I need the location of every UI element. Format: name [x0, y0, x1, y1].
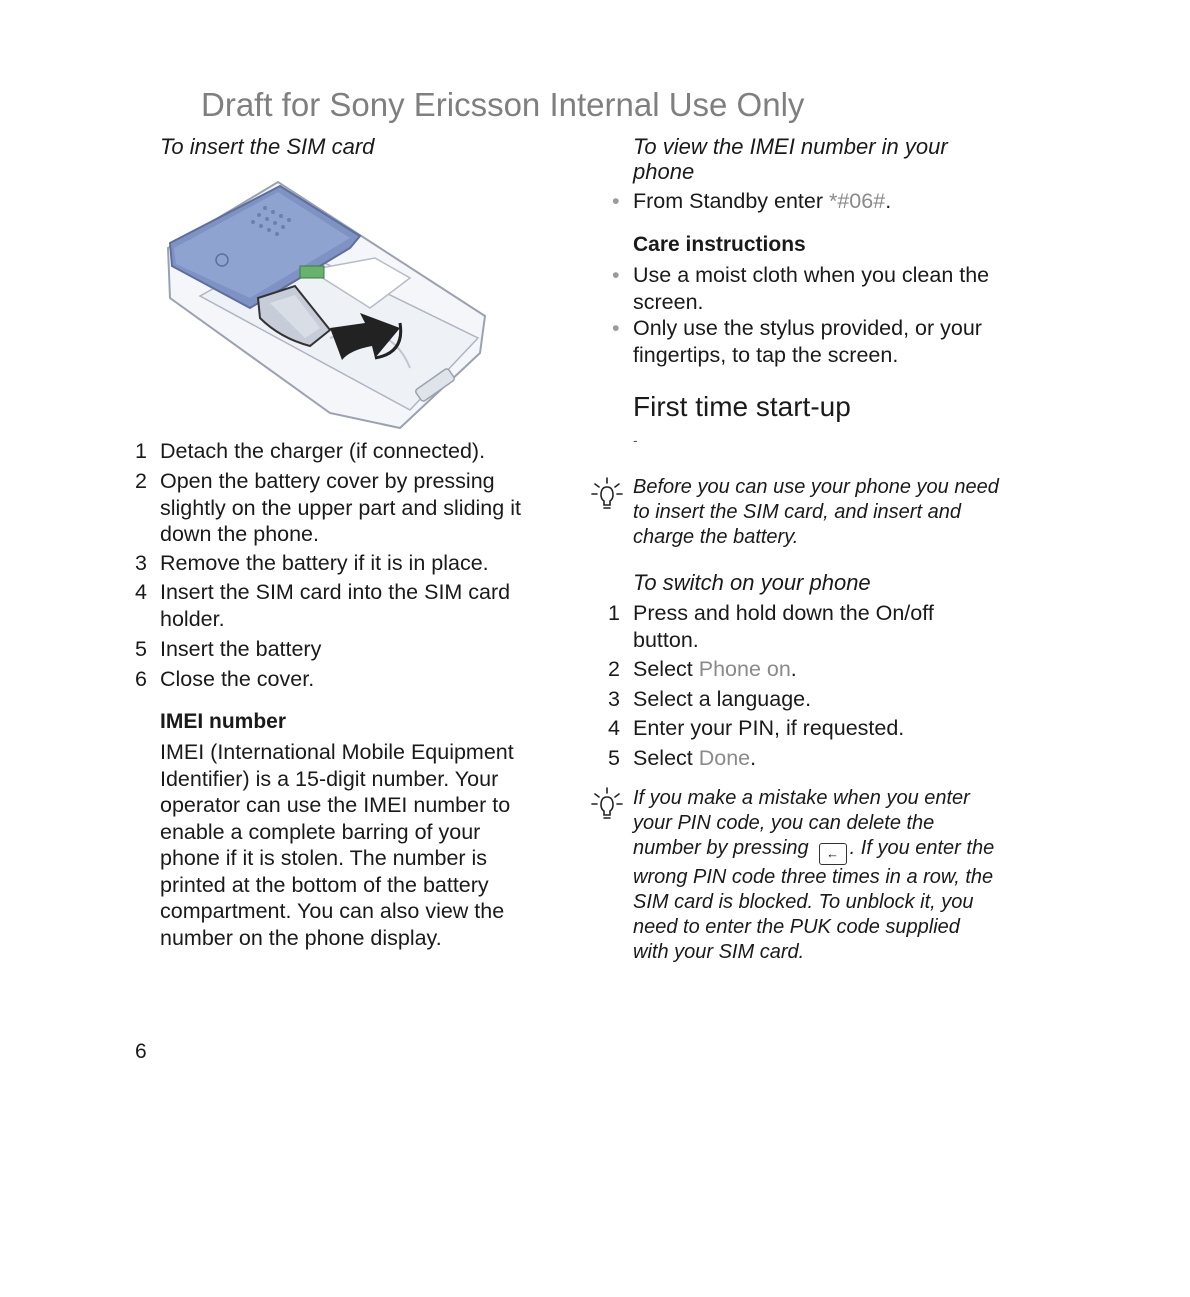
- imei-code: *#06#: [828, 189, 886, 213]
- bullet-icon: •: [612, 263, 620, 287]
- imei-view-heading: To view the IMEI number in your phone: [633, 134, 948, 184]
- draft-watermark: Draft for Sony Ericsson Internal Use Only: [201, 86, 805, 123]
- tip-pin-mistake: If you make a mistake when you enter your PIN code, you can delete the number by pressing ← . If you enter the wrong PIN code three times in a row, the SIM card is blocked. To unblock it, you need to enter the PUK code supplied with your SIM card.: [633, 787, 995, 963]
- switch-step-5: 5 Select Done.: [608, 746, 757, 770]
- imei-heading: IMEI number: [160, 710, 287, 733]
- sim-step-3: 3 Remove the battery if it is in place.: [135, 551, 489, 575]
- sim-step-5: 5 Insert the battery: [135, 637, 322, 661]
- care-bullet-2: • Only use the stylus provided, or your fingertips, to tap the screen.: [612, 316, 982, 367]
- bullet-icon: •: [612, 316, 620, 340]
- sim-step-2: 2 Open the battery cover by pressing slightly on the upper part and sliding it down the phone.: [135, 469, 521, 546]
- sim-insert-heading: To insert the SIM card: [160, 134, 375, 159]
- care-heading: Care instructions: [633, 233, 806, 256]
- lightbulb-tip-icon: [590, 786, 624, 822]
- stray-mark: -: [633, 432, 638, 448]
- section-title: First time start-up: [633, 391, 851, 422]
- switch-step-3: 3 Select a language.: [608, 687, 812, 711]
- imei-view-bullet: • From Standby enter *#06#.: [612, 189, 892, 213]
- sim-step-1: 1 Detach the charger (if connected).: [135, 439, 486, 463]
- sim-step-4: 4 Insert the SIM card into the SIM card holder.: [135, 580, 511, 631]
- clear-key-icon: ←: [819, 843, 847, 865]
- lightbulb-tip-icon: [590, 476, 624, 512]
- switch-on-heading: To switch on your phone: [633, 570, 871, 595]
- switch-step-1: 1 Press and hold down the On/off button.: [608, 601, 934, 652]
- page-number: 6: [135, 1040, 147, 1063]
- switch-step-2: 2 Select Phone on.: [608, 657, 797, 681]
- tip-sim-battery: Before you can use your phone you need to insert the SIM card, and insert and charge the battery.: [633, 476, 999, 548]
- phone-on-label: Phone on: [698, 657, 791, 681]
- imei-paragraph: IMEI (International Mobile Equipment Identifier) is a 15-digit number. Your operator can use the IMEI number to enable a complete barring of your phone if it is stolen. The number is printed at the bottom of the battery compartment. You can also view the number on the phone display.: [160, 740, 514, 950]
- care-bullet-1: • Use a moist cloth when you clean the screen.: [612, 263, 990, 314]
- done-label: Done: [698, 746, 751, 770]
- sim-step-6: 6 Close the cover.: [135, 667, 315, 691]
- phone-sim-illustration: [160, 178, 495, 433]
- bullet-icon: •: [612, 189, 620, 213]
- switch-step-4: 4 Enter your PIN, if requested.: [608, 716, 905, 740]
